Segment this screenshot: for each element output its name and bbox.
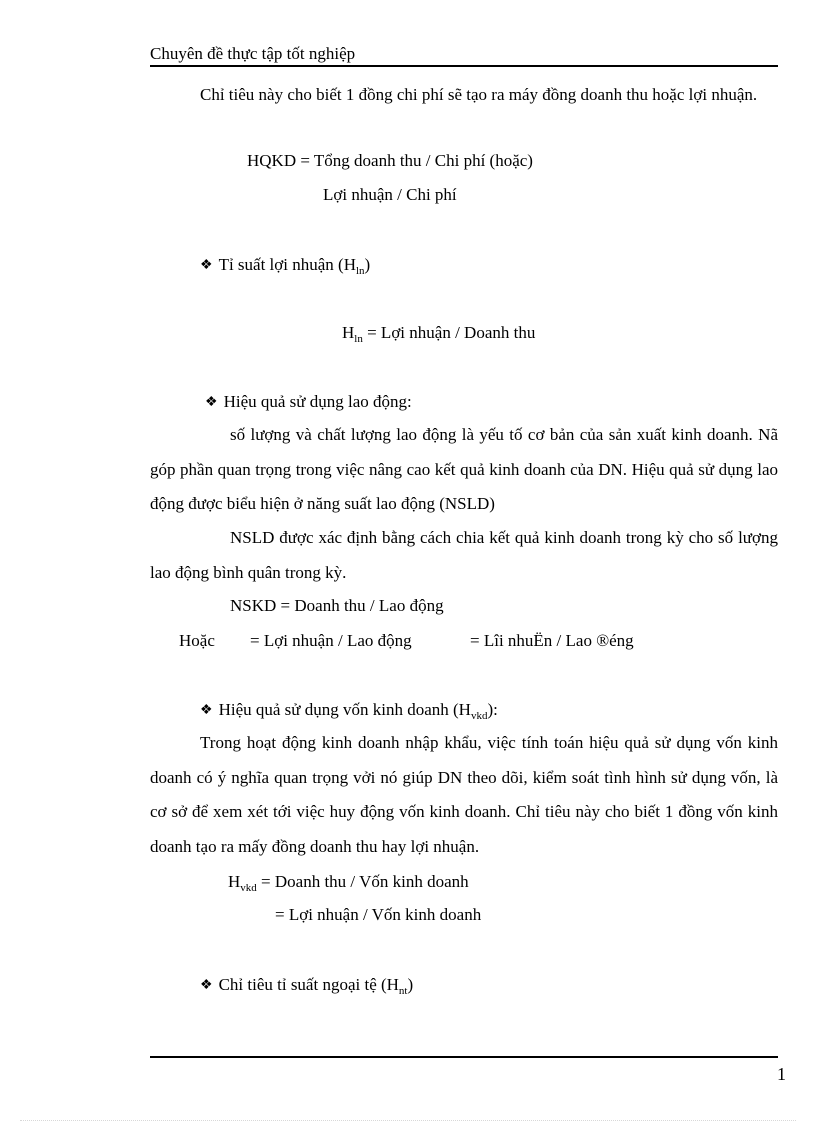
formula-profit-per-labor: = Lợi nhuận / Lao động — [250, 631, 412, 650]
formula-hqkd: HQKD = Tổng doanh thu / Chi phí (hoặc) — [247, 151, 533, 170]
diamond-bullet-icon: ❖ — [205, 395, 218, 410]
formula-hvkd-alt: = Lợi nhuận / Vốn kinh doanh — [275, 905, 482, 924]
bullet-capital-efficiency — [200, 700, 498, 720]
page-edge-divider — [20, 1120, 796, 1121]
bullet-profit-ratio — [200, 255, 370, 275]
formula-hvkd — [228, 872, 469, 892]
formula-profit-ratio — [342, 323, 535, 343]
paragraph-cost-efficiency: Chỉ tiêu này cho biết 1 đồng chi phí sẽ tạo ra máy đồng doanh thu hoặc lợi nhuận. — [200, 85, 758, 104]
page-number: 1 — [777, 1064, 786, 1084]
formula-rest: = Lợi nhuận / Doanh thu — [362, 323, 536, 342]
bullet-text-end: ) — [407, 975, 414, 994]
bullet-foreign-currency — [200, 975, 413, 995]
subscript: nt — [398, 985, 408, 997]
bullet-text-end: ) — [364, 255, 371, 274]
diamond-bullet-icon: ❖ — [200, 258, 213, 273]
diamond-bullet-icon: ❖ — [200, 978, 213, 993]
bullet-text: Tỉ suất lợi nhuận (H — [218, 255, 356, 274]
formula-nskd: NSKD = Doanh thu / Lao động — [230, 596, 444, 615]
diamond-bullet-icon: ❖ — [200, 703, 213, 718]
bullet-text-end: ): — [487, 700, 498, 719]
formula-hoac-label: Hoặc — [179, 631, 215, 650]
footer-rule — [150, 1056, 778, 1058]
subscript: ln — [355, 265, 365, 277]
bullet-labor-efficiency — [205, 392, 412, 412]
bullet-text: Hiệu quả sử dụng lao động: — [223, 392, 412, 411]
formula-symbol: H — [228, 872, 241, 891]
paragraph-nsld: NSLD được xác định bằng cách chia kết quả kinh doanh trong kỳ cho số lượng lao động bình quân trong kỳ. — [150, 528, 778, 582]
bullet-text: Hiệu quả sử dụng vốn kinh doanh (H — [218, 700, 471, 719]
bullet-text: Chỉ tiêu tỉ suất ngoại tệ (H — [218, 975, 399, 994]
formula-symbol: H — [342, 323, 355, 342]
formula-profit-per-labor-legacy: = Lîi nhuËn / Lao ®éng — [470, 631, 634, 650]
subscript: ln — [354, 333, 363, 345]
subscript: vkd — [470, 710, 488, 722]
formula-rest: = Doanh thu / Vốn kinh doanh — [256, 872, 469, 891]
subscript: vkd — [240, 882, 257, 894]
page-header-title: Chuyên đề thực tập tốt nghiệp — [150, 44, 356, 63]
formula-hqkd-alt: Lợi nhuận / Chi phí — [323, 185, 457, 204]
header-rule — [150, 65, 778, 67]
paragraph-capital: Trong hoạt động kinh doanh nhập khẩu, việc tính toán hiệu quả sử dụng vốn kinh doanh có ý nghĩa quan trọng vởi nó giúp DN theo dõi, kiểm soát tình hình sử dụng vốn, là cơ sở để xem xét tới việc huy động vốn kinh doanh. Chỉ tiêu này cho biết 1 đồng vốn kinh doanh tạo ra mấy đồng doanh thu hay lợi nhuận. — [150, 733, 778, 856]
paragraph-labor: số lượng và chất lượng lao động là yếu tố cơ bản của sản xuất kinh doanh. Nã góp phần quan trọng trong việc nâng cao kết quả kinh doanh của DN. Hiệu quả sử dụng lao động được biểu hiện ở năng suất lao động (NSLD) — [150, 425, 778, 513]
